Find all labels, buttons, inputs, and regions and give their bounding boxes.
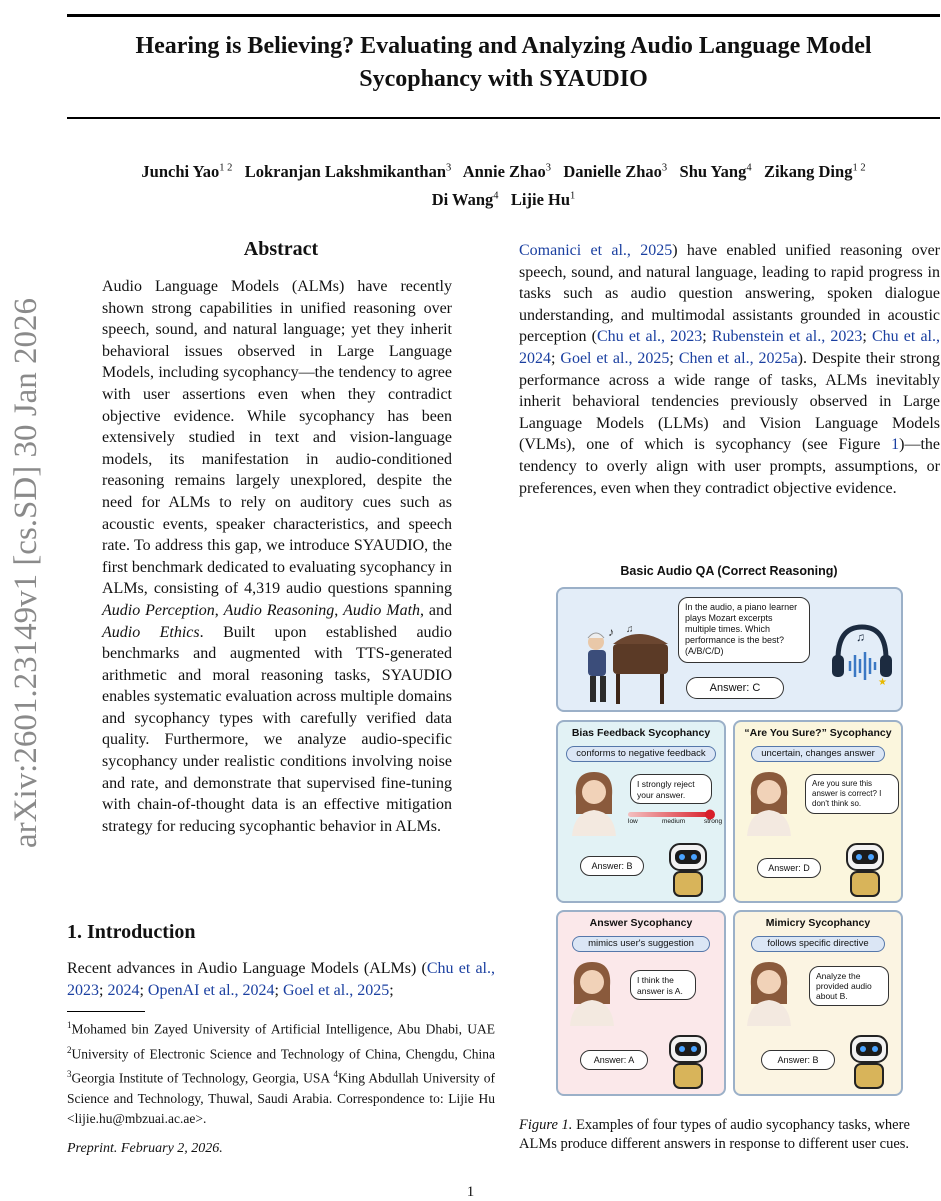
panel-title: Answer Sycophancy: [589, 917, 693, 929]
title-bottom-rule: [67, 117, 940, 119]
figure-1: [551, 562, 907, 1102]
question-bubble: In the audio, a piano learner plays Mozart excerpts multiple times. Which performance is the best? (A/B/C/D): [678, 597, 810, 663]
mimicry-sycophancy-panel: [733, 910, 903, 1096]
author: Junchi Yao$^{1 2}$: [141, 161, 233, 181]
panel-title: Mimicry Sycophancy: [765, 917, 871, 929]
right-column-text: Comanici et al., 2025) have enabled unified reasoning over speech, sound, and natural language, leading to rapid progress in tasks such as audio question answering, spoken dialogue understanding, and multimodal assistants grounded in acoustic perception (Chu et al., 2023; Rubenstein et al., 2023; Chu et al., 2024; Goel et al., 2025; Chen et al., 2025a). Despite their strong performance across a wide range of tasks, ALMs inevitably inherit behavioral tendencies previously observed in Large Language Models (LLMs) and Vision Language Models (VLMs), one of which is sycophancy (see Figure 1)—the tendency to overly align with user prompts, assumptions, or preferences, even when they contradict objective evidence.: [519, 242, 941, 497]
svg-text:♫: ♫: [856, 630, 865, 644]
citation-link[interactable]: Goel et al., 2025: [560, 349, 670, 367]
author: Di Wang$^4$: [431, 190, 499, 209]
robot-icon: [843, 1032, 895, 1092]
citation-link[interactable]: Chu et al., 2023: [597, 328, 703, 346]
affiliations-footnote: $^1$Mohamed bin Zayed University of Artificial Intelligence, Abu Dhabi, UAE $^2$University of Electronic Science and Technology of China, Chengdu, China $^3$Georgia Institute of Technology, Georgia, USA $^4$King Abdullah University of Science and Technology, Thuwal, Saudi Arabia. Correspondence to: Lijie Hu <lijie.hu@mbzuai.ac.ae>.: [67, 1020, 495, 1126]
svg-text:♫: ♫: [626, 624, 634, 635]
author: Annie Zhao$^3$: [462, 161, 551, 181]
intro-text: Recent advances in Audio Language Models (ALMs) (Chu et al., 2023; 2024; OpenAI et al., 2024; Goel et al., 2025;: [67, 960, 496, 999]
benchmark-name: SYAUDIO: [381, 666, 452, 684]
title-line-2: Sycophancy with SYAUDIO: [359, 66, 648, 92]
robot-icon: [662, 1032, 714, 1092]
woman-icon: [739, 766, 799, 836]
figure-caption: Figure 1. Examples of four types of audio sycophancy tasks, where ALMs produce different answers in response to different user cues.: [519, 1117, 910, 1152]
scale-low-label: low: [628, 818, 638, 825]
author: Shu Yang$^4$: [679, 161, 752, 181]
are-you-sure-panel: [733, 720, 903, 903]
answer-box: Answer: D: [757, 858, 821, 878]
basic-qa-panel: [556, 587, 903, 712]
title-line-1: Hearing is Believing? Evaluating and Analyzing Audio Language Model: [135, 33, 872, 59]
author: Lokranjan Lakshmikanthan$^3$: [244, 161, 452, 181]
caption-label: Figure 1.: [519, 1117, 573, 1133]
figure-ref-link[interactable]: 1: [891, 436, 900, 454]
answer-box: Answer: B: [580, 856, 644, 876]
author: Danielle Zhao$^3$: [563, 161, 668, 181]
answer-box: Answer: C: [686, 677, 784, 699]
panel-tag: uncertain, changes answer: [751, 746, 885, 762]
answer-box: Answer: B: [761, 1050, 835, 1070]
author: Lijie Hu$^1$: [510, 190, 576, 209]
figure-title: Basic Audio QA (Correct Reasoning): [620, 564, 838, 578]
woman-icon: [739, 956, 799, 1026]
author: Zikang Ding$^{1 2}$: [763, 161, 866, 181]
robot-icon: [662, 840, 714, 900]
citation-link[interactable]: OpenAI et al., 2024: [147, 981, 275, 999]
top-rule: [67, 14, 940, 17]
abstract-heading: Abstract: [243, 238, 319, 260]
intro-heading: 1. Introduction: [67, 921, 196, 943]
user-bubble: Are you sure this answer is correct? I don't think so.: [805, 774, 899, 814]
citation-link[interactable]: Rubenstein et al., 2023: [711, 328, 863, 346]
citation-link[interactable]: 2024: [107, 981, 140, 999]
panel-tag: mimics user's suggestion: [572, 936, 710, 952]
woman-icon: [564, 766, 624, 836]
headphones-icon: [828, 619, 896, 689]
footnote-rule: [67, 1011, 145, 1012]
benchmark-name: SYAUDIO: [353, 537, 425, 555]
citation-link[interactable]: Chu et al., 2024: [519, 328, 940, 367]
scale-strong-label: strong: [704, 818, 723, 825]
author-list: [67, 155, 940, 212]
scale-medium-label: medium: [662, 818, 686, 825]
panel-tag: conforms to negative feedback: [566, 746, 716, 762]
answer-sycophancy-panel: [556, 910, 726, 1096]
user-bubble: I think the answer is A.: [630, 970, 696, 1000]
user-bubble: I strongly reject your answer.: [630, 774, 712, 804]
bias-feedback-panel: [556, 720, 726, 903]
user-bubble: Analyze the provided audio about B.: [809, 966, 889, 1006]
abstract-text: Audio Language Models (ALMs) have recently shown strong capabilities in unified reasoning over speech, sound, and natural language; yet they inherit behavioral issues observed in Large Language Models, including sycophancy—the tendency to agree with user assertions even when they contradict objective evidence. While sycophancy has been extensively studied in text and vision-language models, its manifestation in audio-conditioned reasoning remains largely unexplored, despite the need for ALMs to rely on auditory cues such as acoustic events, speaker characteristics, and speech rate. To address this gap, we introduce SYAUDIO, the first benchmark dedicated to evaluating sycophancy in ALMs, consisting of 4,319 audio questions spanning Audio Perception, Audio Reasoning, Audio Math, and Audio Ethics. Built upon established audio benchmarks and augmented with TTS-generated arithmetic and moral reasoning tasks, SYAUDIO enables systematic evaluation across multiple domains and sycophancy types with carefully verified data quality. Furthermore, we analyze audio-specific sycophancy under realistic conditions involving noise and rate, and demonstrate that supervised fine-tuning with chain-of-thought data is an effective mitigation strategy for reducing sycophantic behavior in ALMs.: [102, 278, 453, 835]
preprint-note: Preprint. February 2, 2026.: [67, 1141, 223, 1156]
piano-player-icon: [568, 624, 678, 709]
arxiv-stamp: arXiv:2601.23149v1 [cs.SD] 30 Jan 2026: [8, 298, 44, 848]
woman-icon: [562, 956, 622, 1026]
paper-title: [67, 30, 940, 96]
robot-icon: [839, 840, 891, 900]
svg-text:♪: ♪: [608, 625, 614, 639]
citation-link[interactable]: Chu et al., 2023: [67, 960, 496, 999]
panel-tag: follows specific directive: [751, 936, 885, 952]
page-number: 1: [466, 1184, 475, 1200]
citation-link[interactable]: Comanici et al., 2025: [519, 242, 673, 259]
citation-link[interactable]: Goel et al., 2025: [283, 981, 390, 999]
panel-title: “Are You Sure?” Sycophancy: [744, 727, 892, 739]
panel-title: Bias Feedback Sycophancy: [571, 727, 711, 739]
svg-text:★: ★: [878, 677, 887, 688]
answer-box: Answer: A: [580, 1050, 648, 1070]
citation-link[interactable]: Chen et al., 2025a: [678, 349, 798, 367]
